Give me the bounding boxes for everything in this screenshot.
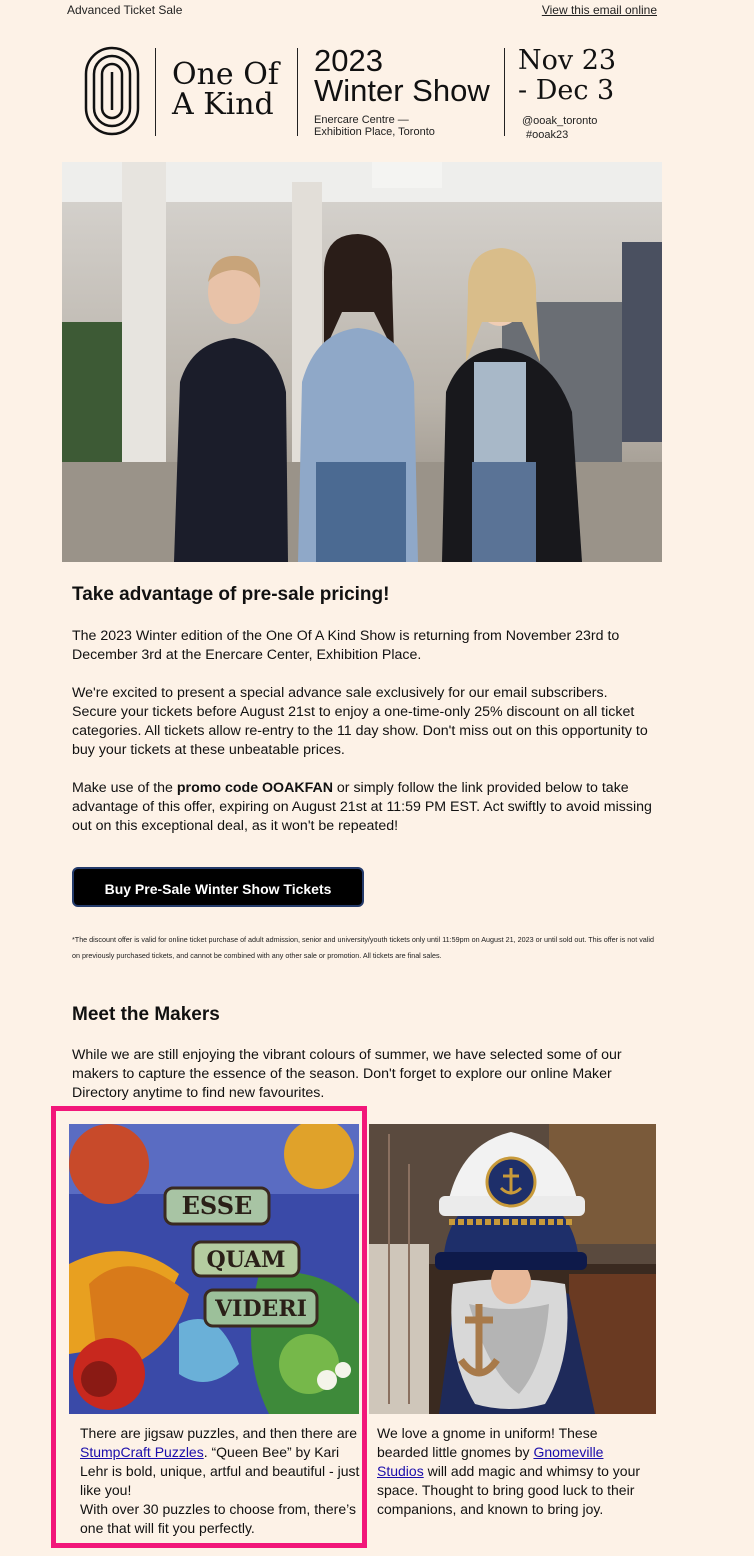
email-header bbox=[62, 40, 662, 150]
stumpcraft-caption: There are jigsaw puzzles, and then there are StumpCraft Puzzles. “Queen Bee” by Kari Lehr is bold, unique, artful and beautiful - just like you! With over 30 puzzles to choose from, there’s one that will fit you perfectly. bbox=[80, 1425, 360, 1536]
gnomeville-caption: We love a gnome in uniform! These bearded little gnomes by Gnomeville Studios will add magic and whimsy to your space. Thought to bring good luck to their companions, and known to bring joy. bbox=[377, 1425, 641, 1517]
puzzle-word: VIDERI bbox=[215, 1296, 307, 1322]
preheader bbox=[0, 0, 754, 22]
view-online-link[interactable]: View this email online bbox=[541, 3, 657, 17]
puzzle-word: ESSE bbox=[181, 1191, 253, 1220]
presale-section bbox=[72, 584, 656, 606]
show-dates: Nov 23 - Dec 3 bbox=[518, 45, 617, 106]
makers-intro: While we are still enjoying the vibrant colours of summer, we have selected some of our makers to capture the essence of the season. Don't forget to explore our online Maker Directory anytime to find new favourites. bbox=[72, 1047, 622, 1101]
hero-photo[interactable] bbox=[62, 162, 662, 562]
ooak-logo-icon bbox=[84, 46, 140, 136]
preheader-text: Advanced Ticket Sale bbox=[67, 3, 183, 17]
gnomeville-link[interactable]: Gnomeville Studios bbox=[377, 1444, 604, 1479]
venue: Enercare Centre — Exhibition Place, Toronto bbox=[314, 114, 435, 138]
presale-paragraph-1: The 2023 Winter edition of the One Of A Kind Show is returning from November 23rd to December 3rd at the Enercare Center, Exhibition Place. bbox=[72, 628, 620, 663]
fine-print: *The discount offer is valid for online ticket purchase of adult admission, senior and university/youth tickets only until 11:59pm on August 21, 2023 or until sold out. This offer is not valid on previously purchased tickets, and cannot be combined with any other sale or promotion. All tickets are final sales. bbox=[72, 935, 654, 960]
selection-highlight bbox=[51, 1106, 367, 1548]
puzzle-word: QUAM bbox=[206, 1247, 286, 1273]
presale-heading: Take advantage of pre-sale pricing! bbox=[72, 584, 390, 605]
brand-name: One Of A Kind bbox=[172, 57, 279, 122]
divider bbox=[504, 48, 505, 136]
stumpcraft-link[interactable]: StumpCraft Puzzles bbox=[80, 1444, 204, 1460]
presale-paragraph-2: We're excited to present a special advance sale exclusively for our email subscribers. Secure your tickets before August 21st to enjoy a one-time-only 25% discount on all ticket categories. All tickets allow re-entry to the 11 day show. Don't miss out on this opportunity to buy your tickets at these unbeatable prices. bbox=[72, 685, 648, 758]
presale-paragraph-3: Make use of the promo code OOAKFAN or simply follow the link provided below to take advantage of this offer, expiring on August 21st at 11:59 PM EST. Act swiftly to avoid missing out on this exceptional deal, as it won't be repeated! bbox=[72, 780, 652, 834]
buy-tickets-button[interactable]: Buy Pre-Sale Winter Show Tickets bbox=[72, 867, 364, 907]
show-title: 2023 Winter Show bbox=[314, 43, 490, 108]
makers-heading: Meet the Makers bbox=[72, 1004, 220, 1025]
promo-code: promo code OOAKFAN bbox=[176, 780, 333, 796]
divider bbox=[297, 48, 298, 136]
divider bbox=[155, 48, 156, 136]
gnomeville-gnome-image[interactable] bbox=[369, 1124, 656, 1414]
social-handles: @ooak_toronto #ooak23 bbox=[522, 115, 598, 141]
